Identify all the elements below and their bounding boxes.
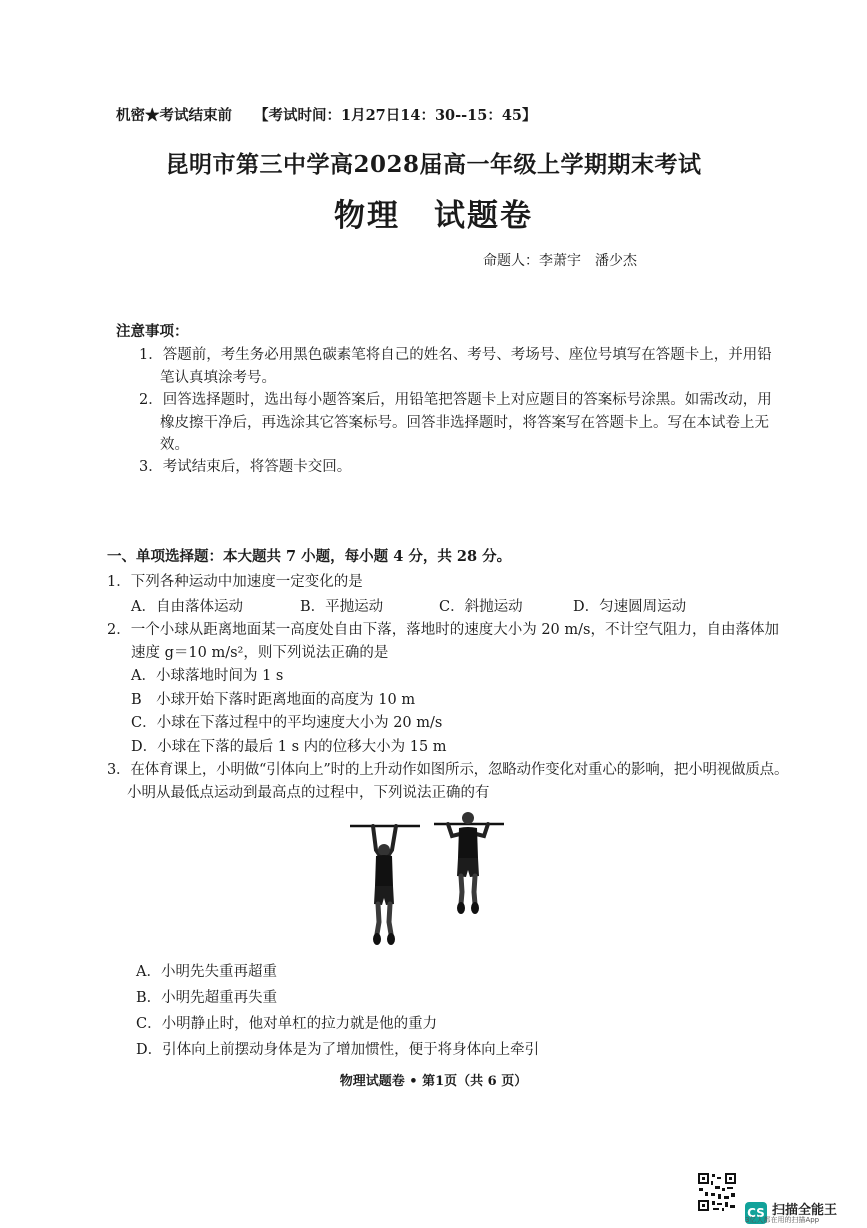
q2-option-d: D．小球在下落的最后 1 s 内的位移大小为 15 m: [131, 739, 447, 755]
paper-name: 试题卷: [434, 198, 533, 234]
notice-heading: 注意事项：: [116, 323, 189, 340]
q2-option-c: C．小球在下落过程中的平均速度大小为 20 m/s: [131, 715, 443, 731]
notice-item-1-line-1: 1．答题前，考生务必用黑色碳素笔将自己的姓名、考号、考场号、座位号填写在答题卡上，并用铅: [139, 347, 772, 363]
question-3-stem-line-2: 小明从最低点运动到最高点的过程中，下列说法正确的有: [127, 785, 490, 801]
camscanner-tagline: 3亿人都在用的扫描App: [745, 1216, 820, 1224]
page-footer: 物理试题卷 • 第1页（共 6 页）: [339, 1074, 528, 1089]
question-1-stem: 1．下列各种运动中加速度一定变化的是: [107, 574, 363, 590]
camscanner-name: 扫描全能王: [772, 1203, 838, 1218]
notice-item-3-line-1: 3．考试结束后，将答题卡交回。: [139, 459, 352, 475]
notice-item-1-line-2: 笔认真填涂考号。: [160, 370, 276, 386]
q1-option-b: B．平抛运动: [300, 599, 384, 615]
q3-option-a: A．小明先失重再超重: [136, 964, 277, 980]
pull-up-figure: [340, 812, 508, 950]
author-line: 命题人：李萧宇 潘少杰: [483, 253, 637, 269]
q1-option-a: A．自由落体运动: [131, 599, 243, 615]
exam-time: 【考试时间：1月27日14：30--15：45】: [254, 107, 537, 124]
q1-option-d: D．匀速圆周运动: [573, 599, 687, 615]
exam-title: 昆明市第三中学高2028届高一年级上学期期末考试: [165, 151, 702, 178]
q3-option-b: B．小明先超重再失重: [136, 990, 278, 1006]
q2-option-a: A．小球落地时间为 1 s: [131, 668, 284, 684]
question-2-stem-line-2: 速度 g＝10 m/s²，则下列说法正确的是: [131, 645, 389, 661]
notice-item-2-line-3: 效。: [160, 437, 189, 453]
camscanner-logo-icon: CS: [745, 1202, 767, 1224]
q2-option-b: B 小球开始下落时距离地面的高度为 10 m: [131, 692, 416, 708]
question-3-stem-line-1: 3．在体育课上，小明做“引体向上”时的上升动作如图所示，忽略动作变化对重心的影响，把小明视做质点。: [107, 762, 789, 778]
q3-option-d: D．引体向上前摆动身体是为了增加惯性，便于将身体向上牵引: [136, 1042, 540, 1058]
notice-item-2-line-1: 2．回答选择题时，选出每小题答案后，用铅笔把答题卡上对应题目的答案标号涂黑。如需改动，用: [139, 392, 772, 408]
q3-option-c: C．小明静止时，他对单杠的拉力就是他的重力: [136, 1016, 438, 1032]
subject-name: 物理: [334, 198, 400, 234]
section-1-heading: 一、单项选择题：本大题共 7 小题，每小题 4 分，共 28 分。: [107, 548, 512, 565]
subject-title: [0, 190, 867, 235]
figure-at-top: [434, 812, 504, 914]
question-2-stem-line-1: 2．一个小球从距离地面某一高度处自由下落，落地时的速度大小为 20 m/s，不计空气阻力，自由落体加: [107, 622, 779, 638]
confidential-label: 机密★考试结束前: [116, 107, 232, 124]
qr-code-icon: [697, 1172, 737, 1212]
notice-item-2-line-2: 橡皮擦干净后，再选涂其它答案标号。回答非选择题时，将答案写在答题卡上。写在本试卷上无: [160, 415, 769, 431]
figure-hanging-low: [350, 826, 420, 945]
q1-option-c: C．斜抛运动: [439, 599, 523, 615]
